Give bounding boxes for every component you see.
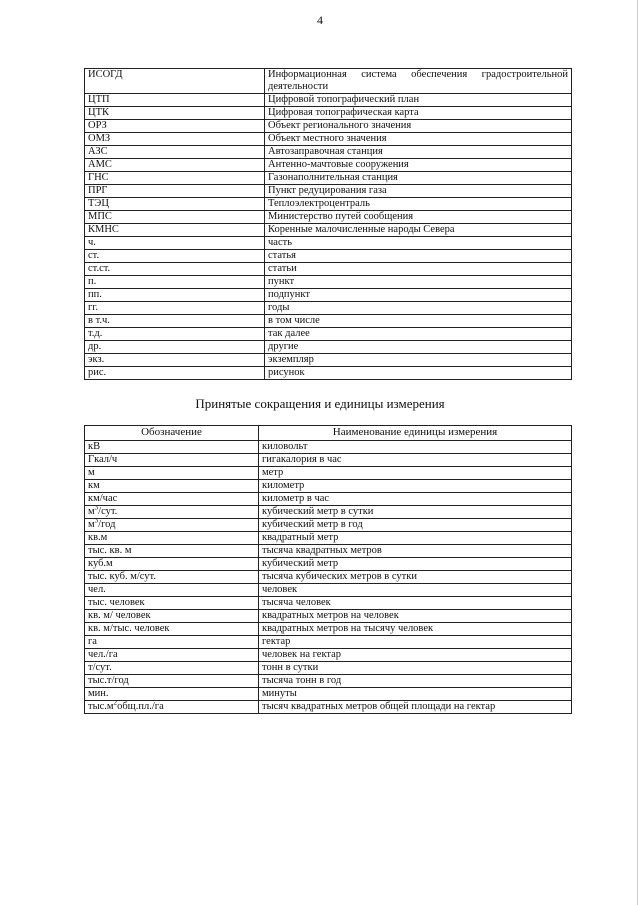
- table-row: [85, 662, 572, 675]
- table-row: [85, 263, 572, 276]
- unit-symbol: $м^3$/год: [85, 519, 259, 532]
- table-row: [85, 571, 572, 584]
- abbreviation-code: ОМЗ: [85, 133, 265, 146]
- unit-symbol: кв.м: [85, 532, 259, 545]
- abbreviation-code: ЦТК: [85, 107, 265, 120]
- unit-symbol: $м^3$/сут.: [85, 506, 259, 519]
- table-row: [85, 519, 572, 532]
- unit-symbol: чел.: [85, 584, 259, 597]
- table-row: [85, 688, 572, 701]
- abbreviation-meaning: Информационная система обеспечения градостроительной деятельности: [265, 69, 572, 94]
- abbreviation-meaning: экземпляр: [265, 354, 572, 367]
- abbreviation-meaning: статья: [265, 250, 572, 263]
- abbreviation-meaning: Министерство путей сообщения: [265, 211, 572, 224]
- table-row: [85, 675, 572, 688]
- abbreviation-meaning: Теплоэлектроцентраль: [265, 198, 572, 211]
- abbreviation-meaning: часть: [265, 237, 572, 250]
- abbreviation-code: ч.: [85, 237, 265, 250]
- table-row: [85, 467, 572, 480]
- abbreviation-code: ст.: [85, 250, 265, 263]
- table-row: [85, 198, 572, 211]
- abbreviation-code: п.: [85, 276, 265, 289]
- abbreviation-meaning: Цифровая топографическая карта: [265, 107, 572, 120]
- unit-symbol: чел./га: [85, 649, 259, 662]
- table-row: [85, 120, 572, 133]
- abbreviation-code: ЦТП: [85, 94, 265, 107]
- table-row: [85, 480, 572, 493]
- unit-symbol: тыс. человек: [85, 597, 259, 610]
- table-row: [85, 302, 572, 315]
- abbreviation-meaning: Объект регионального значения: [265, 120, 572, 133]
- abbreviation-code: пп.: [85, 289, 265, 302]
- table-row: [85, 237, 572, 250]
- abbreviation-meaning: рисунок: [265, 367, 572, 380]
- unit-symbol: т/сут.: [85, 662, 259, 675]
- table-row: [85, 250, 572, 263]
- unit-name: человек: [259, 584, 572, 597]
- abbreviation-code: ОРЗ: [85, 120, 265, 133]
- unit-symbol: кв. м/ человек: [85, 610, 259, 623]
- page-number: 4: [317, 13, 323, 27]
- unit-symbol: км: [85, 480, 259, 493]
- unit-name: тысяча кубических метров в сутки: [259, 571, 572, 584]
- abbreviation-code: др.: [85, 341, 265, 354]
- unit-name: минуты: [259, 688, 572, 701]
- unit-symbol: км/час: [85, 493, 259, 506]
- abbreviation-code: т.д.: [85, 328, 265, 341]
- units-header-row: [85, 426, 572, 441]
- abbreviation-meaning: другие: [265, 341, 572, 354]
- abbreviation-code: КМНС: [85, 224, 265, 237]
- unit-name: гигакалория в час: [259, 454, 572, 467]
- table-row: [85, 610, 572, 623]
- abbreviation-code: ИСОГД: [85, 69, 265, 94]
- unit-symbol: кВ: [85, 441, 259, 454]
- unit-symbol: Гкал/ч: [85, 454, 259, 467]
- abbreviation-code: ПРГ: [85, 185, 265, 198]
- unit-name: метр: [259, 467, 572, 480]
- unit-symbol: тыс.т/год: [85, 675, 259, 688]
- unit-name: тонн в сутки: [259, 662, 572, 675]
- abbreviation-code: гг.: [85, 302, 265, 315]
- unit-name: тысяча квадратных метров: [259, 545, 572, 558]
- abbreviation-meaning: Газонаполнительная станция: [265, 172, 572, 185]
- table-row: [85, 159, 572, 172]
- abbreviation-meaning: подпункт: [265, 289, 572, 302]
- table-row: [85, 172, 572, 185]
- unit-symbol: га: [85, 636, 259, 649]
- unit-name: километр в час: [259, 493, 572, 506]
- unit-name: тысяч квадратных метров общей площади на гектар: [259, 701, 572, 714]
- unit-name: кубический метр: [259, 558, 572, 571]
- table-row: [85, 558, 572, 571]
- unit-name: кубический метр в сутки: [259, 506, 572, 519]
- table-row: [85, 649, 572, 662]
- abbreviation-meaning: Антенно-мачтовые сооружения: [265, 159, 572, 172]
- table-row: [85, 224, 572, 237]
- unit-name: квадратных метров на тысячу человек: [259, 623, 572, 636]
- unit-name: квадратных метров на человек: [259, 610, 572, 623]
- symbol-header: Обозначение: [85, 426, 259, 441]
- abbreviation-meaning: Цифровой топографический план: [265, 94, 572, 107]
- abbreviation-meaning: Объект местного значения: [265, 133, 572, 146]
- table-row: [85, 441, 572, 454]
- table-row: [85, 623, 572, 636]
- abbreviation-code: рис.: [85, 367, 265, 380]
- unit-symbol: тыс. куб. м/сут.: [85, 571, 259, 584]
- abbreviation-meaning: Автозаправочная станция: [265, 146, 572, 159]
- table-row: [85, 701, 572, 714]
- abbreviation-code: МПС: [85, 211, 265, 224]
- scan-edge: [637, 0, 638, 905]
- unit-name: киловольт: [259, 441, 572, 454]
- table-row: [85, 354, 572, 367]
- unit-symbol: куб.м: [85, 558, 259, 571]
- unit-symbol: $тыс.м^2общ.пл./га$: [85, 701, 259, 714]
- abbreviation-code: ТЭЦ: [85, 198, 265, 211]
- abbreviation-code: АЗС: [85, 146, 265, 159]
- unit-name: тысяча человек: [259, 597, 572, 610]
- abbreviation-meaning: так далее: [265, 328, 572, 341]
- table-row: [85, 185, 572, 198]
- units-heading: Принятые сокращения и единицы измерения: [195, 396, 445, 411]
- unit-symbol: мин.: [85, 688, 259, 701]
- table-row: [85, 506, 572, 519]
- abbreviation-code: ГНС: [85, 172, 265, 185]
- table-row: [85, 493, 572, 506]
- name-header: Наименование единицы измерения: [259, 426, 572, 441]
- table-row: [85, 584, 572, 597]
- unit-name: гектар: [259, 636, 572, 649]
- abbreviation-code: АМС: [85, 159, 265, 172]
- table-row: [85, 341, 572, 354]
- table-row: [85, 211, 572, 224]
- unit-symbol: кв. м/тыс. человек: [85, 623, 259, 636]
- abbreviation-meaning: пункт: [265, 276, 572, 289]
- table-row: [85, 328, 572, 341]
- abbreviation-meaning: годы: [265, 302, 572, 315]
- table-row: [85, 545, 572, 558]
- abbreviations-table: [84, 68, 572, 380]
- table-row: [85, 276, 572, 289]
- table-row: [85, 532, 572, 545]
- table-row: [85, 315, 572, 328]
- unit-name: квадратный метр: [259, 532, 572, 545]
- unit-name: тысяча тонн в год: [259, 675, 572, 688]
- unit-symbol: м: [85, 467, 259, 480]
- unit-name: человек на гектар: [259, 649, 572, 662]
- unit-name: кубический метр в год: [259, 519, 572, 532]
- table-row: [85, 69, 572, 94]
- table-row: [85, 454, 572, 467]
- unit-symbol: тыс. кв. м: [85, 545, 259, 558]
- abbreviation-meaning: Пункт редуцирования газа: [265, 185, 572, 198]
- unit-name: километр: [259, 480, 572, 493]
- table-row: [85, 107, 572, 120]
- abbreviation-meaning: статьи: [265, 263, 572, 276]
- units-table: [84, 425, 572, 714]
- abbreviation-code: экз.: [85, 354, 265, 367]
- table-row: [85, 289, 572, 302]
- abbreviation-code: в т.ч.: [85, 315, 265, 328]
- table-row: [85, 146, 572, 159]
- table-row: [85, 367, 572, 380]
- abbreviation-meaning: в том числе: [265, 315, 572, 328]
- abbreviation-code: ст.ст.: [85, 263, 265, 276]
- table-row: [85, 133, 572, 146]
- abbreviation-meaning: Коренные малочисленные народы Севера: [265, 224, 572, 237]
- table-row: [85, 94, 572, 107]
- table-row: [85, 636, 572, 649]
- table-row: [85, 597, 572, 610]
